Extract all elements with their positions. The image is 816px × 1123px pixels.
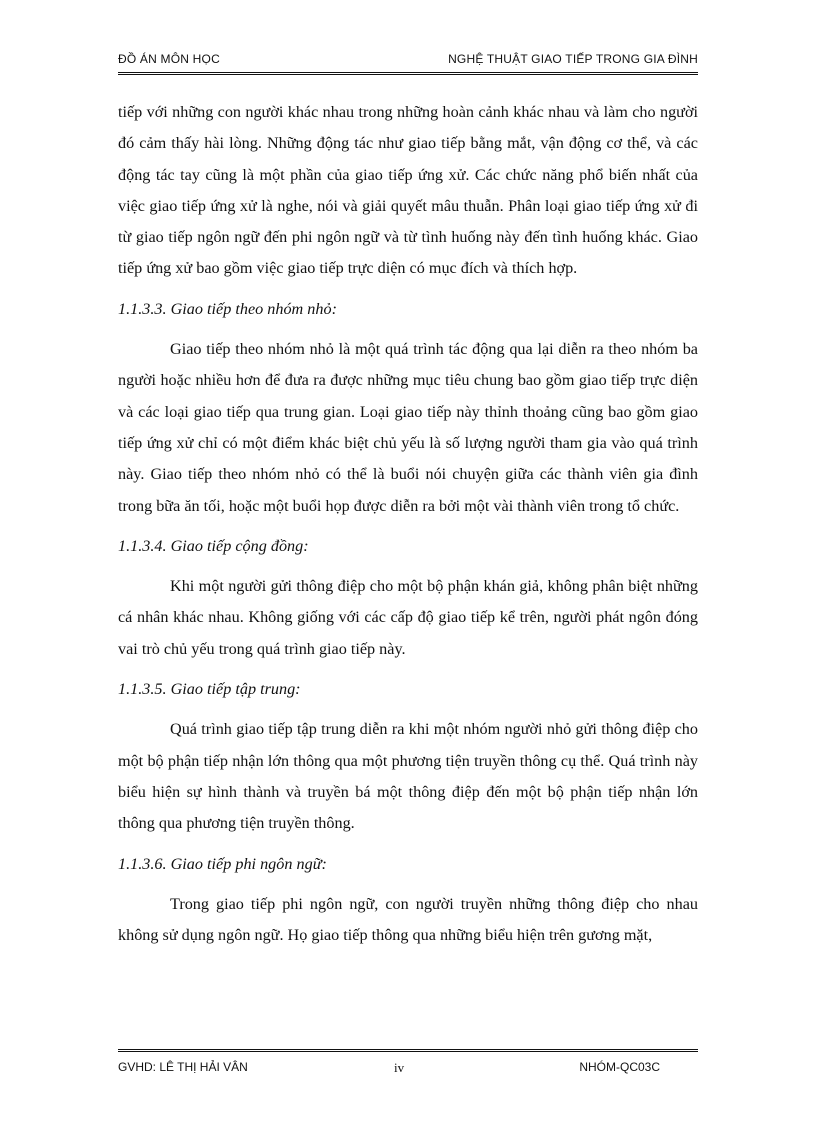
section-heading-nonverbal: 1.1.3.6. Giao tiếp phi ngôn ngữ: [118,854,327,873]
page-number: iv [394,1060,405,1075]
header-document-title: NGHỆ THUẬT GIAO TIẾP TRONG GIA ĐÌNH [448,52,698,66]
paragraph-small-group: Giao tiếp theo nhóm nhỏ là một quá trình tác động qua lại diễn ra theo nhóm ba người hoặc nhiều hơn để đưa ra được những mục tiêu chung bao gồm giao tiếp trực diện và các loại giao tiếp qua trung gian. Loại giao tiếp này thỉnh thoảng cũng bao gồm giao tiếp ứng xử chỉ có một điểm khác biệt chủ yếu là số lượng người tham gia vào quá trình này. Giao tiếp theo nhóm nhỏ có thể là buổi nói chuyện giữa các thành viên gia đình trong bữa ăn tối, hoặc một buổi họp được diễn ra bởi một vài thành viên trong tổ chức. [118,340,698,515]
section-heading-small-group: 1.1.3.3. Giao tiếp theo nhóm nhỏ: [118,299,337,318]
header-course-title: ĐỒ ÁN MÔN HỌC [118,52,220,66]
footer-instructor: GVHD: LÊ THỊ HẢI VÂN [118,1060,248,1074]
page-header [118,50,698,75]
page-footer [118,1049,698,1075]
section-heading-mass: 1.1.3.5. Giao tiếp tập trung: [118,680,301,699]
paragraph-mass: Quá trình giao tiếp tập trung diễn ra khi một nhóm người nhỏ gửi thông điệp cho một bộ phận tiếp nhận lớn thông qua một phương tiện truyền thông cụ thể. Quá trình này biểu hiện sự hình thành và truyền bá một thông điệp đến một bộ phận tiếp nhận lớn thông qua phương tiện truyền thông. [118,720,698,833]
paragraph-community: Khi một người gửi thông điệp cho một bộ phận khán giả, không phân biệt những cá nhân khác nhau. Không giống với các cấp độ giao tiếp kể trên, người phát ngôn đóng vai trò chủ yếu trong quá trình giao tiếp này. [118,577,698,658]
section-heading-community: 1.1.3.4. Giao tiếp cộng đồng: [118,536,309,555]
footer-group: NHÓM-QC03C [579,1060,660,1074]
paragraph-continued: tiếp với những con người khác nhau trong những hoàn cảnh khác nhau và làm cho người đó cảm thấy hài lòng. Những động tác như giao tiếp bằng mắt, vận động cơ thể, và các động tác tay cũng là một phần của giao tiếp ứng xử. Các chức năng phổ biến nhất của việc giao tiếp ứng xử là nghe, nói và giải quyết mâu thuẫn. Phân loại giao tiếp ứng xử đi từ giao tiếp ngôn ngữ đến phi ngôn ngữ và từ tình huống này đến tình huống khác. Giao tiếp ứng xử bao gồm việc giao tiếp trực diện có mục đích và thích hợp. [118,103,698,278]
paragraph-nonverbal: Trong giao tiếp phi ngôn ngữ, con người truyền những thông điệp cho nhau không sử dụng ngôn ngữ. Họ giao tiếp thông qua những biểu hiện trên gương mặt, [118,894,698,945]
page-content [118,97,698,951]
